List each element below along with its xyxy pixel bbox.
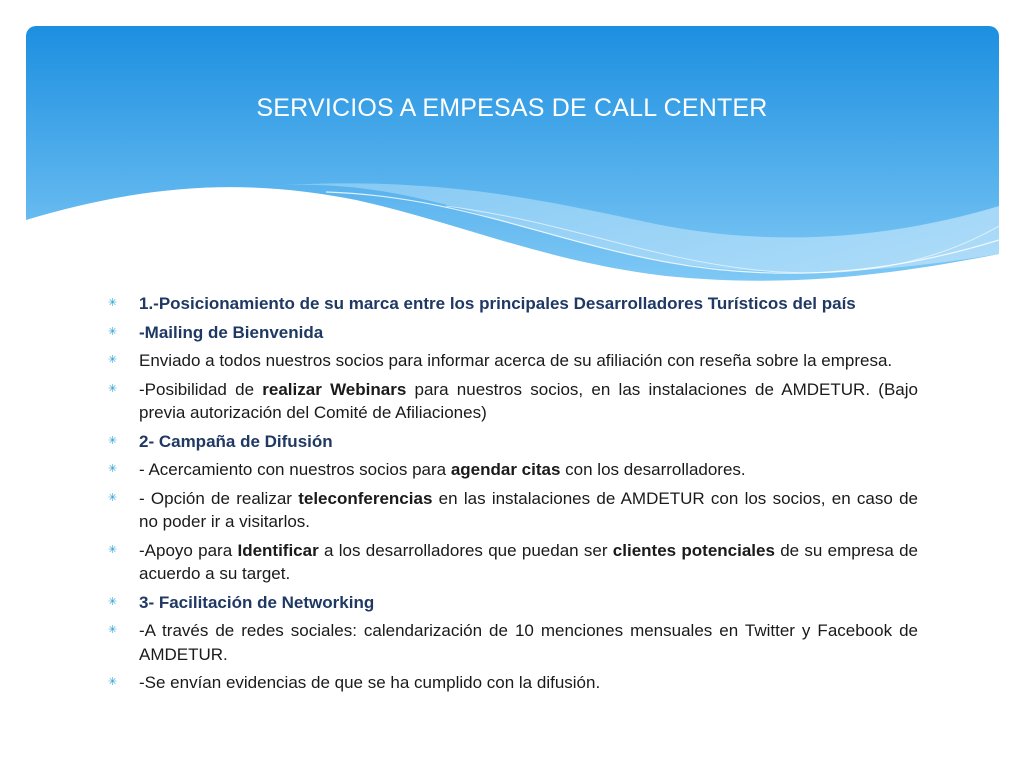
list-item xyxy=(108,321,918,345)
asterisk-bullet-icon: ✳ xyxy=(108,543,118,556)
asterisk-bullet-icon: ✳ xyxy=(108,491,118,504)
asterisk-bullet-icon: ✳ xyxy=(108,676,118,688)
list-item xyxy=(108,349,918,373)
item-text-bold: realizar Webinars xyxy=(262,379,407,399)
item-text-bold: clientes potenciales xyxy=(612,540,775,560)
item-text-pre: - Acercamiento con nuestros socios para xyxy=(139,460,451,479)
asterisk-bullet-icon: ✳ xyxy=(108,297,118,309)
bullet-list xyxy=(108,292,918,700)
list-item xyxy=(108,292,918,316)
asterisk-bullet-icon: ✳ xyxy=(108,354,118,366)
item-text-post: con los desarrolladores. xyxy=(560,460,746,479)
item-text-pre: - Opción de realizar xyxy=(139,488,299,508)
item-text-post: en las instalaciones de AMDETUR con los socios, en caso de no poder ir a visitarlos. xyxy=(139,488,918,531)
asterisk-bullet-icon: ✳ xyxy=(108,463,118,475)
slide-header xyxy=(26,26,999,288)
item-text: Enviado a todos nuestros socios para informar acerca de su afiliación con reseña sobre la empresa. xyxy=(139,351,893,370)
item-text-mid: a los desarrolladores que puedan ser xyxy=(318,540,613,560)
item-text: 1.-Posicionamiento de su marca entre los principales Desarrolladores Turísticos del país xyxy=(139,294,856,313)
item-text-bold: agendar citas xyxy=(450,460,561,479)
header-wave-graphic xyxy=(26,26,999,288)
item-text: 2- Campaña de Difusión xyxy=(139,431,333,451)
list-item xyxy=(108,430,918,454)
list-item xyxy=(108,591,918,615)
asterisk-bullet-icon: ✳ xyxy=(108,595,118,608)
asterisk-bullet-icon: ✳ xyxy=(108,624,118,636)
list-item xyxy=(108,378,918,425)
item-text-bold: teleconferencias xyxy=(298,488,433,508)
asterisk-bullet-icon: ✳ xyxy=(108,382,118,395)
item-text: 3- Facilitación de Networking xyxy=(139,592,375,612)
item-text-post: para nuestros socios, en las instalaciones de AMDETUR. (Bajo previa autorización del Comité de Afiliaciones) xyxy=(139,379,918,422)
list-item xyxy=(108,487,918,534)
list-item xyxy=(108,671,918,695)
asterisk-bullet-icon: ✳ xyxy=(108,325,118,338)
item-text: -Se envían evidencias de que se ha cumplido con la difusión. xyxy=(139,673,601,692)
list-item xyxy=(108,619,918,666)
list-item xyxy=(108,539,918,586)
item-text-post: de su empresa de acuerdo a su target. xyxy=(139,540,918,583)
item-text-pre: -Posibilidad de xyxy=(139,379,263,399)
item-text: -A través de redes sociales: calendarización de 10 menciones mensuales en Twitter y Facebook de AMDETUR. xyxy=(139,621,918,664)
item-text: -Mailing de Bienvenida xyxy=(139,322,324,342)
item-text-pre: -Apoyo para xyxy=(139,540,238,560)
list-item xyxy=(108,458,918,482)
item-text-bold: Identificar xyxy=(237,540,319,560)
slide-title: SERVICIOS A EMPESAS DE CALL CENTER xyxy=(256,94,768,122)
asterisk-bullet-icon: ✳ xyxy=(108,434,118,447)
